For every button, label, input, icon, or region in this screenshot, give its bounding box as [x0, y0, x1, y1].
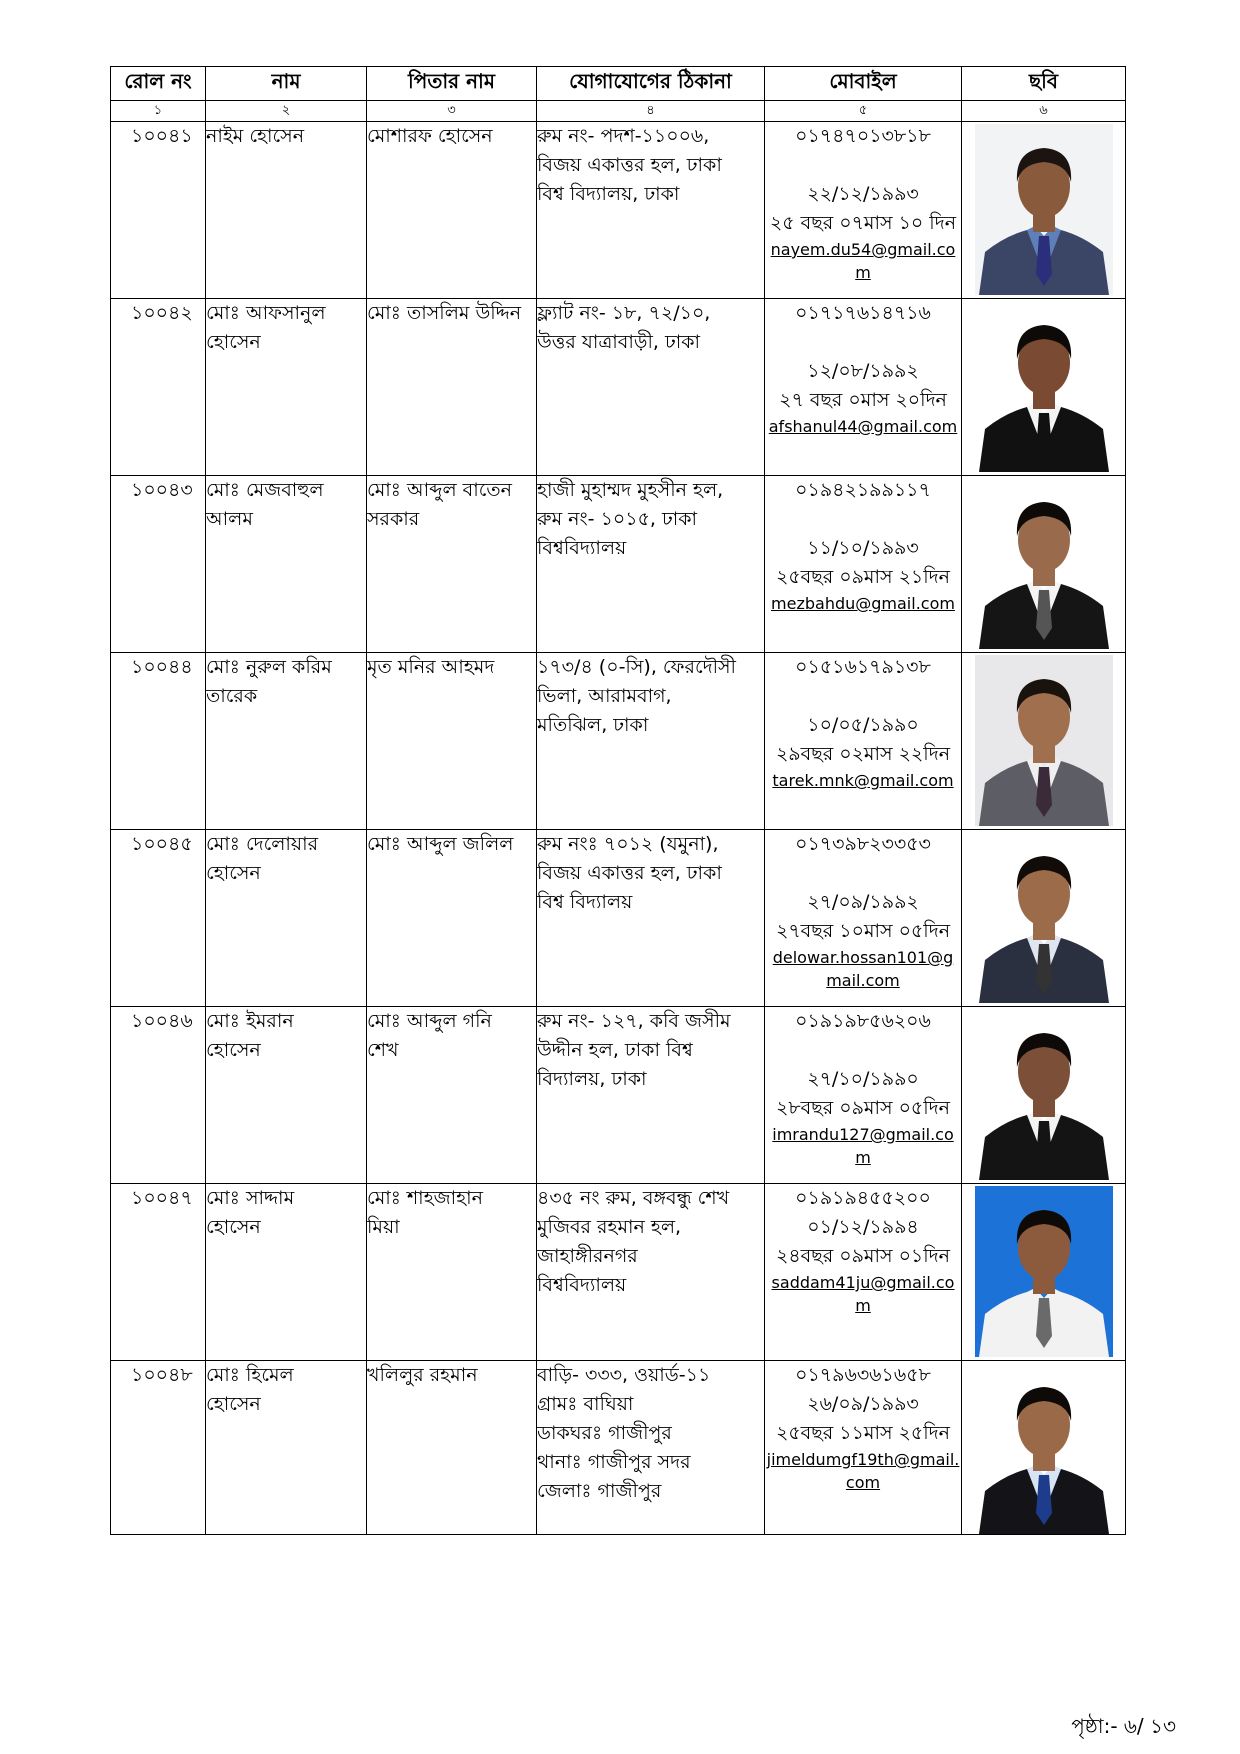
photo-cell [962, 122, 1126, 299]
father-name-line: মিয়া [367, 1216, 400, 1238]
column-number: ১ [111, 101, 206, 122]
table-body [111, 122, 1126, 1535]
father-name-line: শেখ [367, 1039, 399, 1061]
mobile-cell [765, 1184, 962, 1361]
candidate-photo [975, 655, 1113, 826]
header-father-name: পিতার নাম [367, 67, 537, 101]
mobile-number: ০১৯১৯৮৫৬২০৬ [795, 1010, 931, 1032]
mobile-cell [765, 476, 962, 653]
mobile-number: ০১৭৯৬৩৬১৬৫৮ [795, 1364, 931, 1386]
email-link[interactable]: tarek.mnk@gmail.com [772, 771, 954, 790]
date-of-birth: ১০/০৫/১৯৯০ [807, 714, 919, 736]
email-link[interactable]: saddam41ju@gmail.com [771, 1273, 955, 1315]
father-name [367, 653, 537, 830]
father-name-line: মোঃ আব্দুল জলিল [367, 833, 514, 855]
contact-address [537, 122, 765, 299]
candidate-name [206, 122, 367, 299]
mobile-number: ০১৫১৬১৭৯১৩৮ [795, 656, 931, 678]
photo-cell [962, 1361, 1126, 1535]
column-number-row [111, 101, 1126, 122]
father-name-line: মোঃ শাহজাহান [367, 1187, 484, 1209]
candidate-name-line: মোঃ সাদ্দাম [206, 1187, 295, 1209]
email-link[interactable]: afshanul44@gmail.com [768, 417, 958, 436]
spacer [765, 682, 961, 711]
roll-number: ১০০৪৮ [111, 1361, 206, 1535]
address-line: রুম নং- ১২৭, কবি জসীম [537, 1010, 731, 1032]
candidate-name [206, 830, 367, 1007]
mobile-number: ০১৯১৯৪৫৫২০০ [795, 1187, 931, 1209]
candidate-name-line: আলম [206, 508, 253, 530]
table-row [111, 476, 1126, 653]
contact-address [537, 476, 765, 653]
table-row [111, 1007, 1126, 1184]
roll-number: ১০০৪১ [111, 122, 206, 299]
candidate-name-line: নাইম হোসেন [206, 125, 305, 147]
email-link[interactable]: jimeldumgf19th@gmail.com [766, 1450, 960, 1492]
table-row [111, 653, 1126, 830]
spacer [765, 859, 961, 888]
header-address: যোগাযোগের ঠিকানা [537, 67, 765, 101]
address-line: বিদ্যালয়, ঢাকা [537, 1068, 647, 1090]
address-line: গ্রামঃ বাঘিয়া [537, 1393, 634, 1415]
email-link[interactable]: mezbahdu@gmail.com [771, 594, 955, 613]
mobile-cell [765, 299, 962, 476]
age: ২৮বছর ০৯মাস ০৫দিন [775, 1097, 951, 1119]
address-line: বিজয় একাত্তর হল, ঢাকা [537, 862, 722, 884]
age: ২৫ বছর ০৭মাস ১০ দিন [769, 212, 957, 234]
date-of-birth: ১১/১০/১৯৯৩ [807, 537, 919, 559]
header-name: নাম [206, 67, 367, 101]
mobile-number: ০১৯৪২১৯৯১১৭ [795, 479, 931, 501]
candidate-name-line: হোসেন [206, 862, 261, 884]
table-row [111, 830, 1126, 1007]
candidate-name-line: মোঃ ইমরান [206, 1010, 294, 1032]
table-row [111, 299, 1126, 476]
email-link[interactable]: imrandu127@gmail.com [772, 1125, 954, 1167]
photo-cell [962, 1007, 1126, 1184]
header-photo: ছবি [962, 67, 1126, 101]
date-of-birth: ০১/১২/১৯৯৪ [807, 1216, 919, 1238]
candidate-photo [975, 1186, 1113, 1357]
photo-cell [962, 476, 1126, 653]
contact-address [537, 1007, 765, 1184]
father-name [367, 1007, 537, 1184]
email-link[interactable]: delowar.hossan101@gmail.com [772, 948, 954, 990]
candidate-photo [975, 1363, 1113, 1534]
column-number: ৩ [367, 101, 537, 122]
father-name [367, 299, 537, 476]
table-row [111, 122, 1126, 299]
candidate-table [110, 66, 1126, 1535]
address-line: জেলাঃ গাজীপুর [537, 1480, 662, 1502]
father-name-line: মোঃ আব্দুল গনি [367, 1010, 492, 1032]
mobile-cell [765, 830, 962, 1007]
candidate-photo [975, 1009, 1113, 1180]
mobile-cell [765, 122, 962, 299]
address-line: উদ্দীন হল, ঢাকা বিশ্ব [537, 1039, 693, 1061]
column-number: ২ [206, 101, 367, 122]
address-line: বিশ্ব বিদ্যালয়, ঢাকা [537, 183, 680, 205]
address-line: ডাকঘরঃ গাজীপুর [537, 1422, 672, 1444]
candidate-name [206, 1007, 367, 1184]
candidate-name [206, 476, 367, 653]
mobile-cell [765, 653, 962, 830]
age: ২৫বছর ০৯মাস ২১দিন [775, 566, 951, 588]
spacer [765, 1036, 961, 1065]
column-number: ৪ [537, 101, 765, 122]
candidate-name-line: তারেক [206, 685, 258, 707]
mobile-number: ০১৭১৭৬১৪৭১৬ [795, 302, 931, 324]
father-name [367, 1361, 537, 1535]
address-line: জাহাঙ্গীরনগর [537, 1245, 638, 1267]
candidate-name [206, 1184, 367, 1361]
column-number: ৬ [962, 101, 1126, 122]
candidate-name-line: হোসেন [206, 1393, 261, 1415]
candidate-name-line: মোঃ মেজবাহুল [206, 479, 324, 501]
candidate-name [206, 653, 367, 830]
spacer [765, 505, 961, 534]
address-line: বাড়ি- ৩৩৩, ওয়ার্ড-১১ [537, 1364, 711, 1386]
address-line: মুজিবর রহমান হল, [537, 1216, 682, 1238]
photo-cell [962, 1184, 1126, 1361]
roll-number: ১০০৪৪ [111, 653, 206, 830]
father-name [367, 122, 537, 299]
spacer [765, 328, 961, 357]
candidate-name-line: মোঃ নুরুল করিম [206, 656, 332, 678]
father-name-line: মৃত মনির আহমদ [367, 656, 495, 678]
column-number: ৫ [765, 101, 962, 122]
roll-number: ১০০৪৩ [111, 476, 206, 653]
table-row [111, 1361, 1126, 1535]
date-of-birth: ২৬/০৯/১৯৯৩ [807, 1393, 919, 1415]
address-line: ফ্ল্যাট নং- ১৮, ৭২/১০, [537, 302, 711, 324]
age: ২৭বছর ১০মাস ০৫দিন [775, 920, 951, 942]
age: ২৪বছর ০৯মাস ০১দিন [775, 1245, 951, 1267]
age: ২৫বছর ১১মাস ২৫দিন [775, 1422, 950, 1444]
candidate-name [206, 299, 367, 476]
address-line: উত্তর যাত্রাবাড়ী, ঢাকা [537, 331, 701, 353]
date-of-birth: ২৭/১০/১৯৯০ [807, 1068, 919, 1090]
father-name-line: মোঃ আব্দুল বাতেন [367, 479, 512, 501]
candidate-name-line: হোসেন [206, 1039, 261, 1061]
page-number: পৃষ্ঠা:- ৬/ ১৩ [1071, 1714, 1176, 1738]
address-line: ভিলা, আরামবাগ, [537, 685, 672, 707]
mobile-cell [765, 1361, 962, 1535]
header-roll: রোল নং [111, 67, 206, 101]
address-line: হাজী মুহাম্মদ মুহসীন হল, [537, 479, 724, 501]
father-name [367, 476, 537, 653]
address-line: ১৭৩/৪ (০-সি), ফেরদৌসী [537, 656, 736, 678]
roll-number: ১০০৪৭ [111, 1184, 206, 1361]
spacer [765, 151, 961, 180]
address-line: রুম নং- ১০১৫, ঢাকা [537, 508, 698, 530]
date-of-birth: ১২/০৮/১৯৯২ [807, 360, 919, 382]
age: ২৯বছর ০২মাস ২২দিন [775, 743, 951, 765]
candidate-photo [975, 832, 1113, 1003]
candidate-name-line: মোঃ আফসানুল [206, 302, 326, 324]
father-name-line: সরকার [367, 508, 420, 530]
address-line: মতিঝিল, ঢাকা [537, 714, 649, 736]
candidate-name-line: হোসেন [206, 1216, 261, 1238]
photo-cell [962, 653, 1126, 830]
candidate-name [206, 1361, 367, 1535]
candidate-photo [975, 124, 1113, 295]
candidate-name-line: হোসেন [206, 331, 261, 353]
header-mobile: মোবাইল [765, 67, 962, 101]
candidate-name-line: মোঃ হিমেল [206, 1364, 294, 1386]
age: ২৭ বছর ০মাস ২০দিন [779, 389, 947, 411]
roll-number: ১০০৪৬ [111, 1007, 206, 1184]
address-line: বিশ্ববিদ্যালয় [537, 1274, 627, 1296]
father-name-line: খলিলুর রহমান [367, 1364, 478, 1386]
candidate-photo [975, 301, 1113, 472]
date-of-birth: ২২/১২/১৯৯৩ [807, 183, 919, 205]
roll-number: ১০০৪২ [111, 299, 206, 476]
address-line: ৪৩৫ নং রুম, বঙ্গবন্ধু শেখ [537, 1187, 730, 1209]
address-line: বিজয় একাত্তর হল, ঢাকা [537, 154, 722, 176]
contact-address [537, 653, 765, 830]
mobile-cell [765, 1007, 962, 1184]
contact-address [537, 1184, 765, 1361]
mobile-number: ০১৭৪৭০১৩৮১৮ [795, 125, 931, 147]
candidate-photo [975, 478, 1113, 649]
address-line: রুম নং- পদশ-১১০০৬, [537, 125, 710, 147]
email-link[interactable]: nayem.du54@gmail.com [770, 240, 956, 282]
contact-address [537, 830, 765, 1007]
address-line: থানাঃ গাজীপুর সদর [537, 1451, 691, 1473]
roll-number: ১০০৪৫ [111, 830, 206, 1007]
address-line: বিশ্ববিদ্যালয় [537, 537, 627, 559]
contact-address [537, 1361, 765, 1535]
photo-cell [962, 299, 1126, 476]
father-name-line: মোঃ তাসলিম উদ্দিন [367, 302, 522, 324]
father-name-line: মোশারফ হোসেন [367, 125, 493, 147]
address-line: বিশ্ব বিদ্যালয় [537, 891, 633, 913]
mobile-number: ০১৭৩৯৮২৩৩৫৩ [795, 833, 931, 855]
table-row [111, 1184, 1126, 1361]
father-name [367, 1184, 537, 1361]
father-name [367, 830, 537, 1007]
date-of-birth: ২৭/০৯/১৯৯২ [807, 891, 919, 913]
photo-cell [962, 830, 1126, 1007]
address-line: রুম নংঃ ৭০১২ (যমুনা), [537, 833, 719, 855]
candidate-name-line: মোঃ দেলোয়ার [206, 833, 319, 855]
contact-address [537, 299, 765, 476]
table-header-row [111, 67, 1126, 101]
